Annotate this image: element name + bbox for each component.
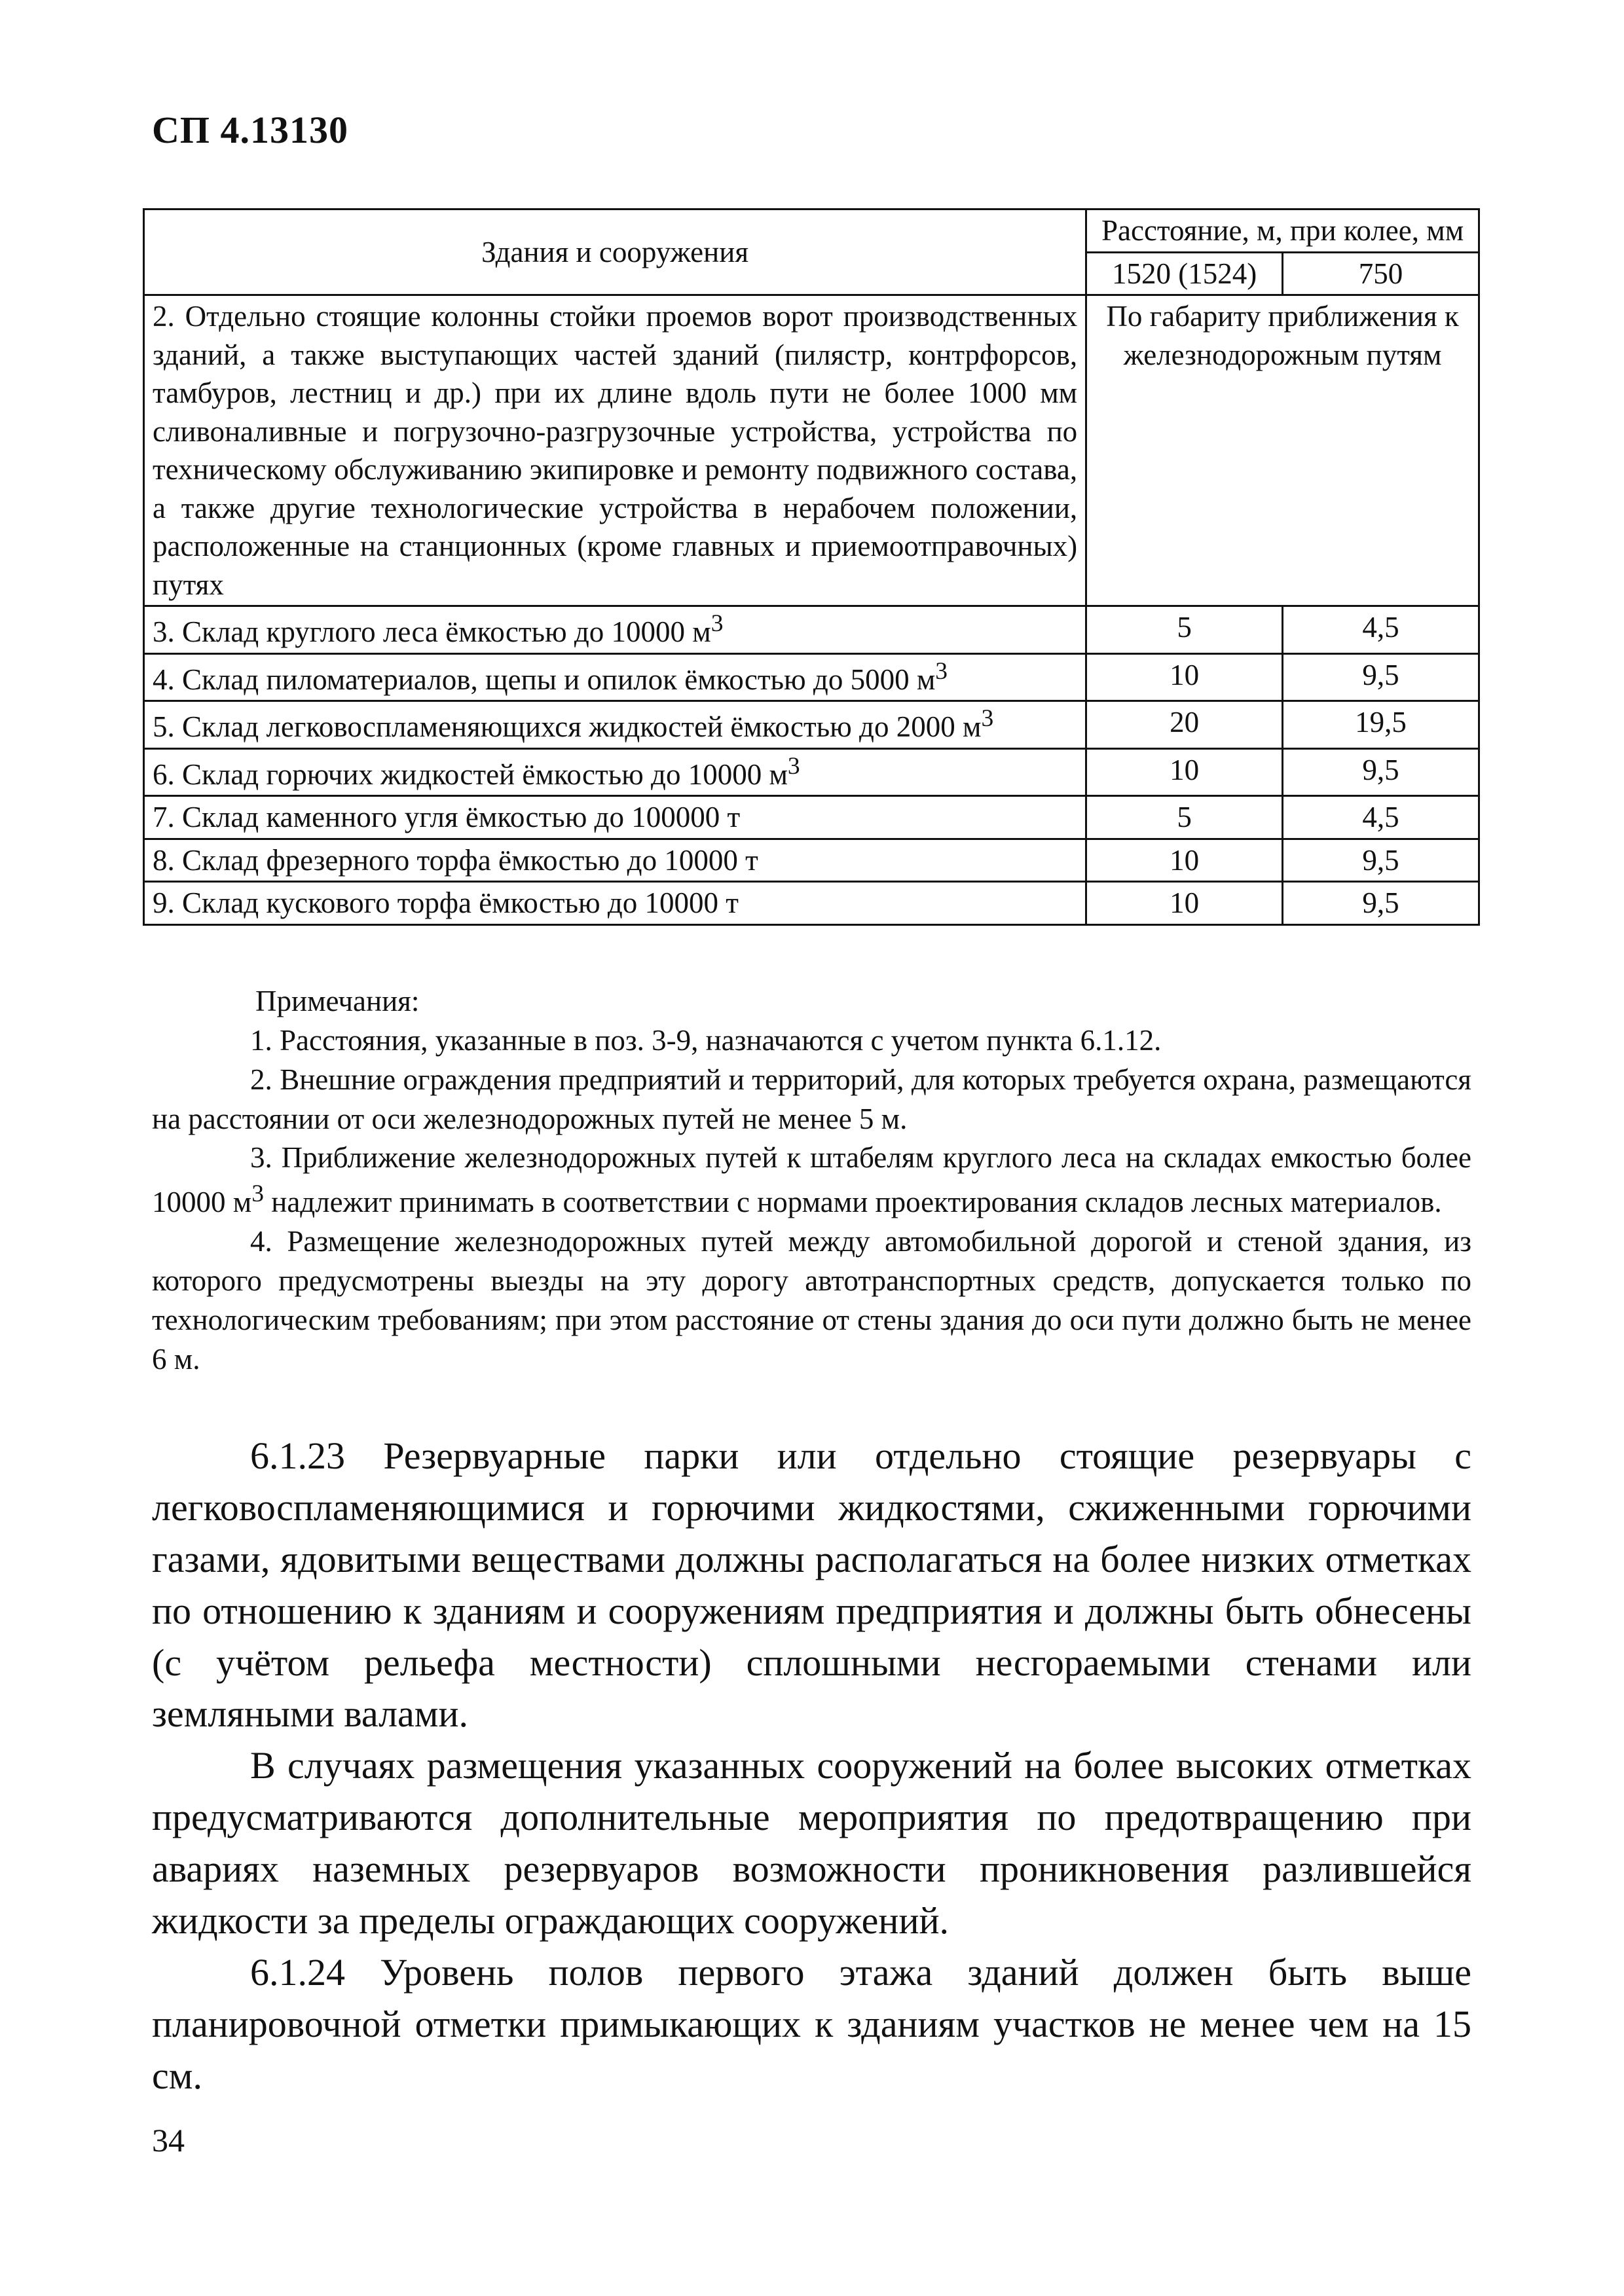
note-4: 4. Размещение железнодорожных путей между автомобильной дорогой и стеной здания, из которого предусмотрены выезды на эту дорогу автотранспортных средств, допускается только по технологическим требованиям; при этом расстояние от стены здания до оси пути должно быть не менее 6 м. — [152, 1225, 1471, 1376]
document-code: СП 4.13130 — [152, 109, 348, 151]
paragraph-6-1-23: 6.1.23 Резервуарные парки или отдельно стоящие резервуары с легковоспламеняющимися и горючими жидкостями, сжиженными горючими газами, ядовитыми веществами должны располагаться на более низких отметках по отношению к зданиям и сооружениям предприятия и должны быть обнесены (с учётом рельефа местности) сплошными несгораемыми стенами или земляными валами. — [152, 1434, 1471, 1736]
value-750: 9,5 — [1283, 653, 1479, 701]
row-name: 7. Склад каменного угля ёмкостью до 100000 т — [144, 796, 1086, 839]
body-text — [152, 1430, 1471, 2102]
table-row — [144, 839, 1479, 882]
header-buildings: Здания и сооружения — [144, 210, 1086, 295]
value-750: 9,5 — [1283, 839, 1479, 882]
row-name: 6. Склад горючих жидкостей ёмкостью до 10000 $м^3$ — [144, 748, 1086, 796]
paragraph-6-1-24: 6.1.24 Уровень полов первого этажа зданий должен быть выше планировочной отметки примыкающих к зданиям участков не менее чем на 15 см. — [152, 1950, 1471, 2097]
row-name: 5. Склад легковоспламеняющихся жидкостей ёмкостью до 2000 $м^3$ — [144, 701, 1086, 749]
table-row — [144, 701, 1479, 749]
distances-table — [143, 208, 1480, 926]
value-1520: 10 — [1086, 839, 1283, 882]
row-name: 8. Склад фрезерного торфа ёмкостью до 10000 т — [144, 839, 1086, 882]
table-row — [144, 748, 1479, 796]
table-row — [144, 606, 1479, 654]
table-row — [144, 295, 1479, 606]
row-value-merged: По габариту приближения к железнодорожным путям — [1086, 295, 1479, 606]
table-notes — [152, 982, 1471, 1379]
row-name: 3. Склад круглого леса ёмкостью до 10000 $м^3$ — [144, 606, 1086, 654]
value-750: 4,5 — [1283, 606, 1479, 654]
header-distance: Расстояние, м, при колее, мм — [1086, 210, 1479, 253]
value-750: 4,5 — [1283, 796, 1479, 839]
paragraph-6-1-23-cont: В случаях размещения указанных сооружений на более высоких отметках предусматриваются дополнительные мероприятия по предотвращению при авариях наземных резервуаров возможности проникновения разлившейся жидкости за пределы ограждающих сооружений. — [152, 1744, 1471, 1942]
value-1520: 5 — [1086, 606, 1283, 654]
row-name: 2. Отдельно стоящие колонны стойки проемов ворот производственных зданий, а также выступающих частей зданий (пилястр, контрфорсов, тамбуров, лестниц и др.) при их длине вдоль пути не более 1000 мм сливоналивные и погрузочно-разгрузочные устройства, устройства по техническому обслуживанию экипировке и ремонту подвижного состава, а также другие технологические устройства в нерабочем положении, расположенные на станционных (кроме главных и приемоотправочных) путях — [144, 295, 1086, 606]
row-name: 9. Склад кускового торфа ёмкостью до 10000 т — [144, 882, 1086, 925]
value-1520: 5 — [1086, 796, 1283, 839]
notes-title: Примечания: — [255, 985, 420, 1017]
header-gauge-750: 750 — [1283, 252, 1479, 295]
value-1520: 10 — [1086, 653, 1283, 701]
value-1520: 10 — [1086, 882, 1283, 925]
note-1: 1. Расстояния, указанные в поз. 3-9, назначаются с учетом пункта 6.1.12. — [250, 1023, 1162, 1057]
table-row — [144, 796, 1479, 839]
value-750: 9,5 — [1283, 748, 1479, 796]
value-750: 19,5 — [1283, 701, 1479, 749]
value-1520: 20 — [1086, 701, 1283, 749]
table-row — [144, 653, 1479, 701]
header-gauge-1520: 1520 (1524) — [1086, 252, 1283, 295]
page-number: 34 — [152, 2122, 185, 2159]
value-1520: 10 — [1086, 748, 1283, 796]
table-row — [144, 882, 1479, 925]
note-2: 2. Внешние ограждения предприятий и территорий, для которых требуется охрана, размещаются на расстоянии от оси железнодорожных путей не менее 5 м. — [152, 1063, 1471, 1135]
note-3: 3. Приближение железнодорожных путей к штабелям круглого леса на складах емкостью более 10000 $м^3$ надлежит принимать в соответствии с нормами проектирования складов лесных материалов. — [152, 1141, 1471, 1219]
value-750: 9,5 — [1283, 882, 1479, 925]
table-header-row — [144, 210, 1479, 253]
row-name: 4. Склад пиломатериалов, щепы и опилок ёмкостью до 5000 $м^3$ — [144, 653, 1086, 701]
